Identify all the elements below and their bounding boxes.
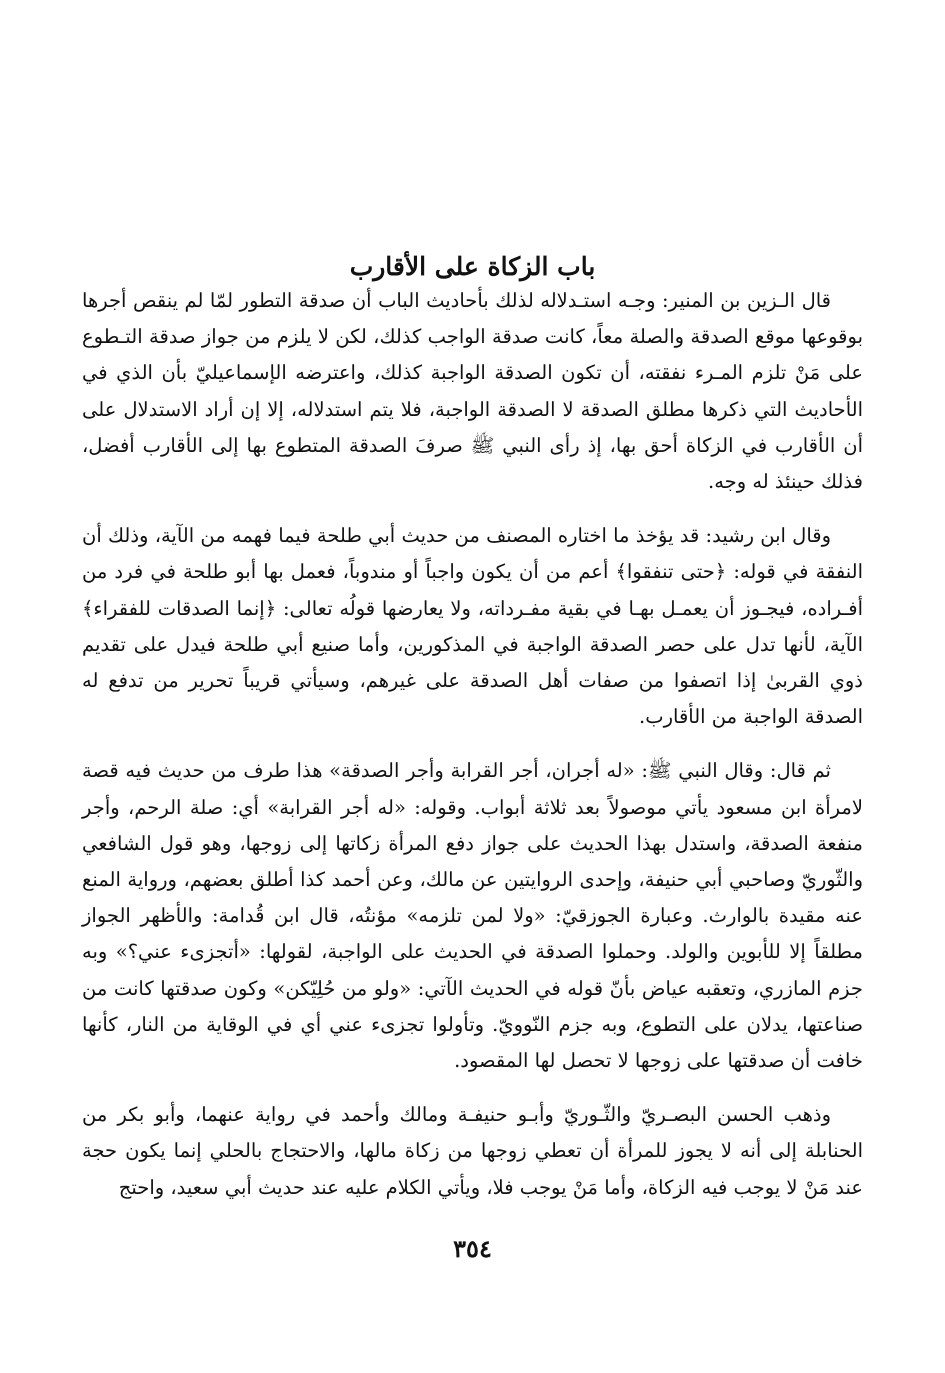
paragraph-1: قال الـزين بن المنير: وجـه استـدلاله لذلك بأحاديث الباب أن صدقة التطور لمّا لم ينقص أجرها بوقوعها موقع الصدقة والصلة معاً، كانت صدقة الواجب كذلك، لكن لا يلزم من جواز صدقة التـطوع على مَنْ تلزم المـرء نفقته، أن تكون الصدقة الواجبة كذلك، واعترضه الإسماعيليّ بأن الذي في الأحاديث التي ذكرها مطلق الصدقة لا الصدقة الواجبة، فلا يتم استدلاله، إلا إن أراد الاستدلال على أن الأقارب في الزكاة أحق بها، إذ رأى النبي ﷺ صرفَ الصدقة المتطوع بها إلى الأقارب أفضل، فذلك حينئذ له وجه.: [82, 289, 863, 494]
paragraph-4: وذهب الحسن البصـريّ والثّـوريّ وأبـو حنيفـة ومالك وأحمد في رواية عنهما، وأبو بكر من الحنابلة إلى أنه لا يجوز للمرأة أن تعطي زوجها من زكاة مالها، والاحتجاج بالحلي إنما يكون حجة عند مَنْ لا يوجب فيه الزكاة، وأما مَنْ يوجب فلا، ويأتي الكلام عليه عند حديث أبي سعيد، واحتج: [82, 1103, 863, 1199]
chapter-title: باب الزكاة على الأقارب: [349, 251, 596, 281]
page-number: ٣٥٤: [453, 1234, 492, 1263]
paragraph-2: وقال ابن رشيد: قد يؤخذ ما اختاره المصنف من حديث أبي طلحة فيما فهمه من الآية، وذلك أن النفقة في قوله: ﴿حتى تنفقوا﴾ أعم من أن يكون واجباً أو مندوباً، فعمل بها أبو طلحة في فرد من أفـراده، فيجـوز أن يعمـل بهـا في بقية مفـرداته، ولا يعارضها قولُه تعالى: ﴿إنما الصدقات للفقراء﴾ الآية، لأنها تدل على حصر الصدقة الواجبة في المذكورين، وأما صنيع أبي طلحة فيدل على تقديم ذوي القربىٰ إذا اتصفوا من صفات أهل الصدقة على غيرهم، وسيأتي قريباً تحرير من تدفع له الصدقة الواجبة من الأقارب.: [82, 524, 863, 729]
paragraph-3: ثم قال: وقال النبي ﷺ: «له أجران، أجر القرابة وأجر الصدقة» هذا طرف من حديث فيه قصة لامرأة ابن مسعود يأتي موصولاً بعد ثلاثة أبواب. وقوله: «له أجر القرابة» أي: صلة الرحم، وأجر منفعة الصدقة، واستدل بهذا الحديث على جواز دفع المرأة زكاتها إلى زوجها، وهو قول الشافعي والثّوريّ وصاحبي أبي حنيفة، وإحدى الروايتين عن مالك، وعن أحمد كذا أطلق بعضهم، ورواية المنع عنه مقيدة بالوارث. وعبارة الجوزقيّ: «ولا لمن تلزمه» مؤنتُه، قال ابن قُدامة: والأظهر الجواز مطلقاً إلا للأبوين والولد. وحملوا الصدقة في الحديث على الواجبة، لقولها: «أتجزىء عني؟» وبه جزم المازري، وتعقبه عياض بأنّ قوله في الحديث الآتي: «ولو من حُلِيّكن» وكون صدقتها كانت من صناعتها، يدلان على التطوع، وبه جزم النّوويّ. وتأولوا تجزىء عني أي في الوقاية من النار، كأنها خافت أن صدقتها على زوجها لا تحصل لها المقصود.: [82, 759, 863, 1073]
body-text: [82, 283, 863, 1224]
